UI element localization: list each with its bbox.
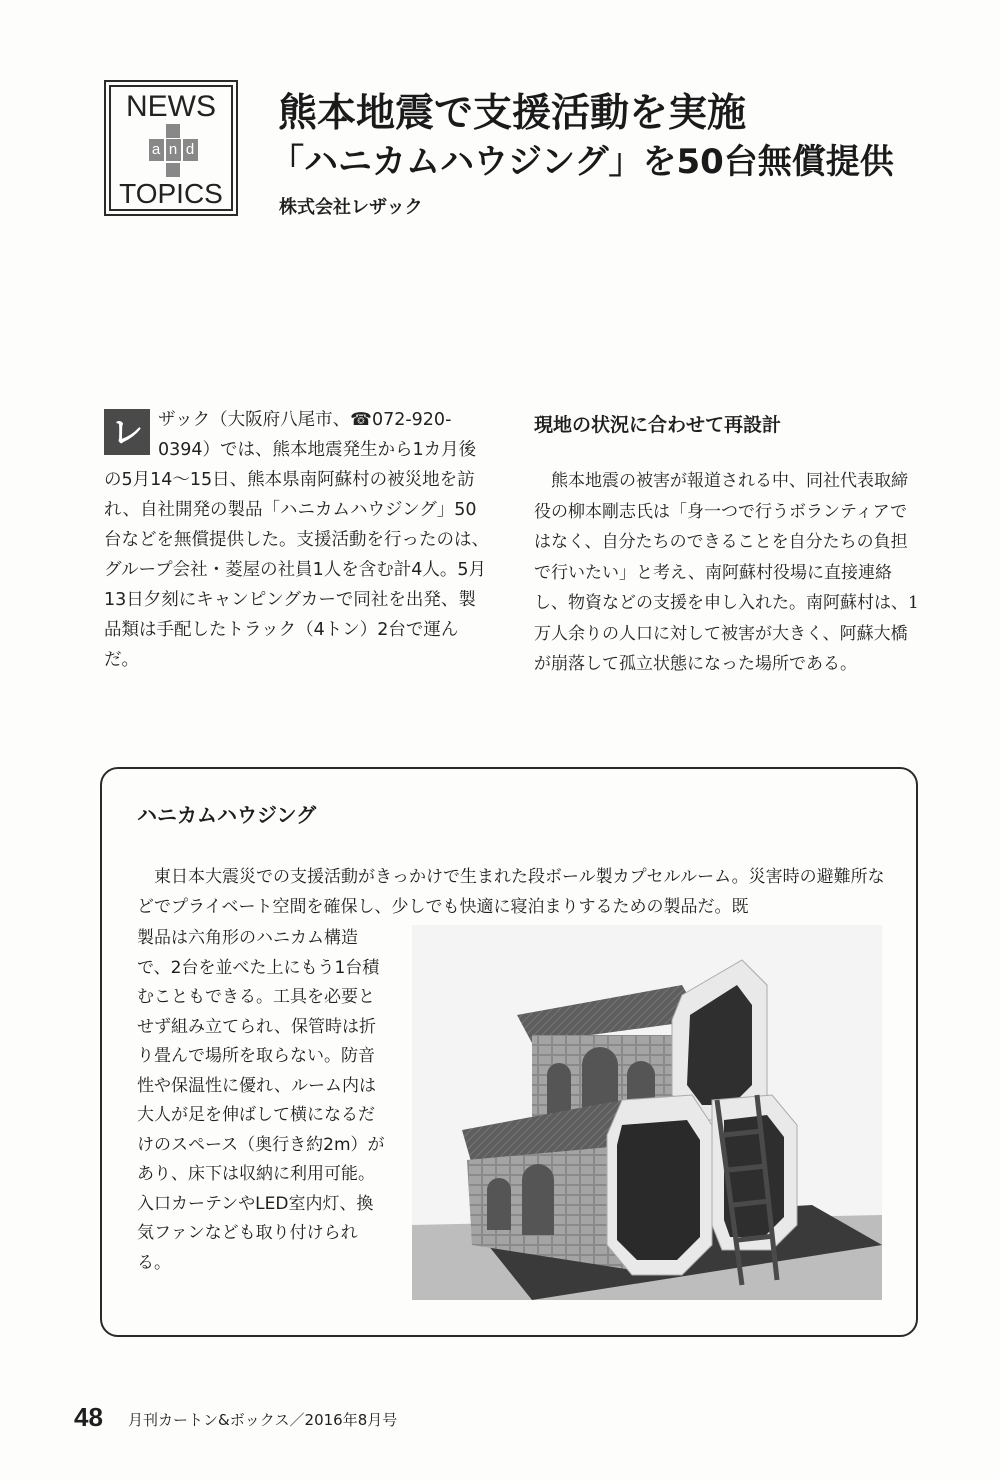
lower-room-opening: [617, 1120, 700, 1260]
right-column-text: 熊本地震の被害が報道される中、同社代表取締役の柳本剛志氏は「身一つで行うボランティアではなく、自分たちのできることを自分たちの負担で行いたい」と考え、南阿蘇村役場に直接連絡し、物資などの支援を申し入れた。南阿蘇村は、1万人余りの人口に対して被害が大きく、阿蘇大橋が崩落して孤立状態になった場所である。: [534, 471, 919, 674]
article-title: 熊本地震で支援活動を実施: [278, 91, 747, 136]
dropcap: レ: [104, 409, 150, 455]
logo-bar-bottom: [166, 163, 180, 177]
logo-and: [148, 139, 198, 161]
article-subtitle: 「ハニカムハウジング」を50台無償提供: [270, 142, 894, 182]
magazine-issue: 月刊カートン&ボックス／2016年8月号: [128, 1411, 398, 1429]
sidebar-box-body: 製品は六角形のハニカム構造で、2台を並べた上にもう1台積むこともできる。工具を必要とせず組み立てられ、保管時は折り畳んで場所を取らない。防音性や保温性に優れ、ルーム内は大人が足を伸ばして横になるだけのスペース（奥行き約2m）があり、床下は収納に利用可能。入口カーテンやLED室内灯、換気ファンなども取り付けられる。: [137, 928, 385, 1273]
section-heading: 現地の状況に合わせて再設計: [534, 414, 782, 436]
sidebar-box-intro: 東日本大震災での支援活動がきっかけで生まれた段ボール製カプセルルーム。災害時の避難所などでプライベート空間を確保し、少しでも快適に寝泊まりするための製品だ。既: [137, 867, 885, 917]
left-column: [104, 405, 492, 675]
logo-news: NEWS: [126, 90, 216, 123]
left-column-text: ザック（大阪府八尾市、☎072-920-0394）では、熊本地震発生から1カ月後の5月14〜15日、熊本県南阿蘇村の被災地を訪れ、自社開発の製品「ハニカムハウジング」50台などを無償提供した。支援活動を行ったのは、グループ会社・菱屋の社員1人を含む計4人。5月13日夕刻にキャンピングカーで同社を出発、製品類は手配したトラック（4トン）2台で運んだ。: [104, 410, 489, 670]
logo-and-n: n: [166, 139, 181, 161]
logo-topics: TOPICS: [119, 178, 223, 209]
sidebar-box-title: ハニカムハウジング: [137, 803, 317, 827]
logo-bar-top: [166, 124, 180, 138]
news-topics-logo: [104, 80, 238, 216]
logo-and-d: d: [183, 139, 198, 161]
logo-and-a: a: [149, 139, 164, 161]
company-name: 株式会社レザック: [279, 197, 423, 218]
honeycomb-housing-photo: [412, 925, 882, 1300]
page-number: 48: [74, 1402, 103, 1432]
